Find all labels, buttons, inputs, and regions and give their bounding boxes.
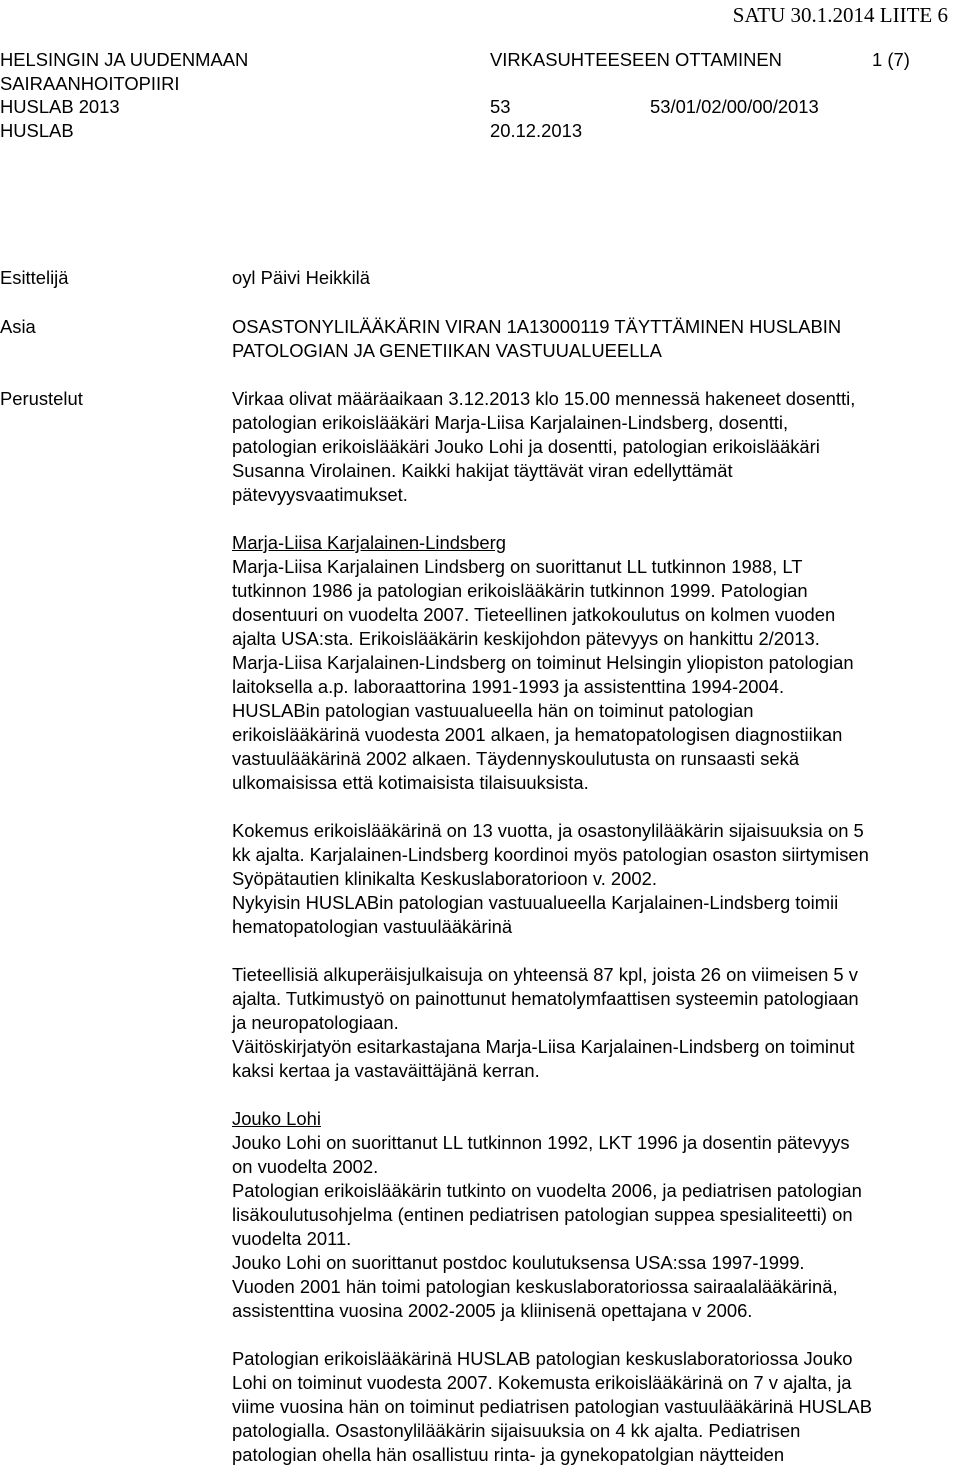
text-line: vuodelta 2011. bbox=[232, 1228, 352, 1249]
document-title: VIRKASUHTEESEEN OTTAMINEN bbox=[490, 49, 782, 70]
title-spacer bbox=[490, 72, 782, 96]
esittelija-value bbox=[232, 266, 952, 290]
text-line: assistenttina vuosina 2002-2005 ja kliinisenä opettajana v 2006. bbox=[232, 1300, 753, 1321]
document-date: 20.12.2013 bbox=[490, 119, 583, 141]
text-line: Nykyisin HUSLABin patologian vastuualueella Karjalainen-Lindsberg toimii bbox=[232, 892, 839, 913]
text-line: ajalta USA:sta. Erikoislääkärin keskijohdon pätevyys on hankittu 2/2013. bbox=[232, 628, 820, 649]
text-line: tutkinnon 1986 ja patologian erikoislääkärin tutkinnon 1999. Patologian bbox=[232, 580, 808, 601]
candidate2-paragraph bbox=[232, 1107, 956, 1323]
text-line: ja neuropatologiaan. bbox=[232, 1012, 399, 1033]
text-line: patologian ohella hän osallistuu rinta- ja gynekopatolgian näytteiden bbox=[232, 1444, 785, 1465]
esittelija-label: Esittelijä bbox=[0, 267, 69, 288]
diary-number-text: 53/01/02/00/00/2013 bbox=[650, 96, 819, 117]
text-line: Jouko Lohi on suorittanut postdoc koulutuksensa USA:ssa 1997-1999. bbox=[232, 1252, 805, 1273]
perustelut-label: Perustelut bbox=[0, 388, 83, 409]
text-line: patologian erikoislääkäri Jouko Lohi ja dosentti, patologian erikoislääkäri bbox=[232, 436, 820, 457]
page-number bbox=[872, 48, 910, 72]
text-line: vastuulääkärinä 2002 alkaen. Täydennyskoulutusta on runsaasti sekä bbox=[232, 748, 800, 769]
text-line: lisäkoulutusohjelma (entinen pediatrisen patologian suppea spesialiteetti) on bbox=[232, 1204, 853, 1225]
text-line: pätevyysvaatimukset. bbox=[232, 484, 408, 505]
attachment-label: SATU 30.1.2014 LIITE 6 bbox=[732, 3, 948, 27]
org-line: HUSLAB 2013 bbox=[0, 96, 120, 117]
text-line: dosentuuri on vuodelta 2007. Tieteellinen jatkokoulutus on kolmen vuoden bbox=[232, 604, 836, 625]
intro-paragraph bbox=[232, 387, 956, 507]
text-line: laitoksella a.p. laboraattorina 1991-1993 ja assistenttina 1994-2004. bbox=[232, 676, 785, 697]
candidate2-experience bbox=[232, 1347, 956, 1467]
candidate2-heading: Jouko Lohi bbox=[232, 1108, 321, 1129]
candidate1-experience bbox=[232, 819, 956, 939]
asia-label: Asia bbox=[0, 316, 36, 337]
text-line: Patologian erikoislääkärin tutkinto on vuodelta 2006, ja pediatrisen patologian bbox=[232, 1180, 862, 1201]
org-line: SAIRAANHOITOPIIRI bbox=[0, 72, 180, 94]
text-line: Patologian erikoislääkärinä HUSLAB patologian keskuslaboratoriossa Jouko bbox=[232, 1348, 853, 1369]
text-line: Kokemus erikoislääkärinä on 13 vuotta, ja osastonylilääkärin sijaisuuksia on 5 bbox=[232, 820, 864, 841]
text-line: Marja-Liisa Karjalainen Lindsberg on suorittanut LL tutkinnon 1988, LT bbox=[232, 556, 803, 577]
candidate1-heading: Marja-Liisa Karjalainen-Lindsberg bbox=[232, 532, 506, 553]
text-line: Vuoden 2001 hän toimi patologian keskuslaboratoriossa sairaalalääkärinä, bbox=[232, 1276, 838, 1297]
candidate1-research bbox=[232, 963, 956, 1083]
org-line: HUSLAB bbox=[0, 119, 74, 141]
text-line: kk ajalta. Karjalainen-Lindsberg koordinoi myös patologian osaston siirtymisen bbox=[232, 844, 869, 865]
asia-line: PATOLOGIAN JA GENETIIKAN VASTUUALUEELLA bbox=[232, 340, 662, 361]
text-line: viime vuosina hän on toiminut pediatrisen patologian vastuulääkärinä HUSLAB bbox=[232, 1396, 872, 1417]
diary-number bbox=[650, 95, 819, 119]
text-line: hematopatologian vastuulääkärinä bbox=[232, 916, 513, 937]
text-line: ulkomaisissa että kotimaisista tilaisuuksista. bbox=[232, 772, 589, 793]
text-line: kaksi kertaa ja vastaväittäjänä kerran. bbox=[232, 1060, 540, 1081]
document-number: 53 bbox=[490, 96, 511, 117]
text-line: patologian erikoislääkäri Marja-Liisa Karjalainen-Lindsberg, dosentti, bbox=[232, 412, 789, 433]
text-line: Väitöskirjatyön esitarkastajana Marja-Liisa Karjalainen-Lindsberg on toiminut bbox=[232, 1036, 855, 1057]
org-line: HELSINGIN JA UUDENMAAN bbox=[0, 49, 249, 70]
text-line: patologialla. Osastonylilääkärin sijaisuuksia on 4 kk ajalta. Pediatrisen bbox=[232, 1420, 801, 1441]
text-line: Marja-Liisa Karjalainen-Lindsberg on toiminut Helsingin yliopiston patologian bbox=[232, 652, 854, 673]
page-number-text: 1 (7) bbox=[872, 49, 910, 70]
text-line: erikoislääkärinä vuodesta 2001 alkaen, ja hematopatologisen diagnostiikan bbox=[232, 724, 843, 745]
document-header bbox=[0, 48, 960, 158]
text-line: on vuodelta 2002. bbox=[232, 1156, 379, 1177]
esittelija-text: oyl Päivi Heikkilä bbox=[232, 267, 370, 288]
asia-line: OSASTONYLILÄÄKÄRIN VIRAN 1A13000119 TÄYTTÄMINEN HUSLABIN bbox=[232, 316, 842, 337]
text-line: Syöpätautien klinikalta Keskuslaboratorioon v. 2002. bbox=[232, 868, 657, 889]
asia-value bbox=[232, 315, 952, 363]
organization-block bbox=[0, 48, 248, 142]
candidate1-paragraph bbox=[232, 531, 956, 795]
text-line: ajalta. Tutkimustyö on painottunut hematolymfaattisen systeemin patologiaan bbox=[232, 988, 859, 1009]
text-line: HUSLABin patologian vastuualueella hän on toiminut patologian bbox=[232, 700, 754, 721]
text-line: Lohi on toiminut vuodesta 2007. Kokemusta erikoislääkärinä on 7 v ajalta, ja bbox=[232, 1372, 852, 1393]
text-line: Susanna Virolainen. Kaikki hakijat täyttävät viran edellyttämät bbox=[232, 460, 733, 481]
text-line: Tieteellisiä alkuperäisjulkaisuja on yhteensä 87 kpl, joista 26 on viimeisen 5 v bbox=[232, 964, 858, 985]
perustelut-body bbox=[232, 387, 956, 1467]
text-line: Jouko Lohi on suorittanut LL tutkinnon 1992, LKT 1996 ja dosentin pätevyys bbox=[232, 1132, 850, 1153]
text-line: Virkaa olivat määräaikaan 3.12.2013 klo 15.00 mennessä hakeneet dosentti, bbox=[232, 388, 856, 409]
